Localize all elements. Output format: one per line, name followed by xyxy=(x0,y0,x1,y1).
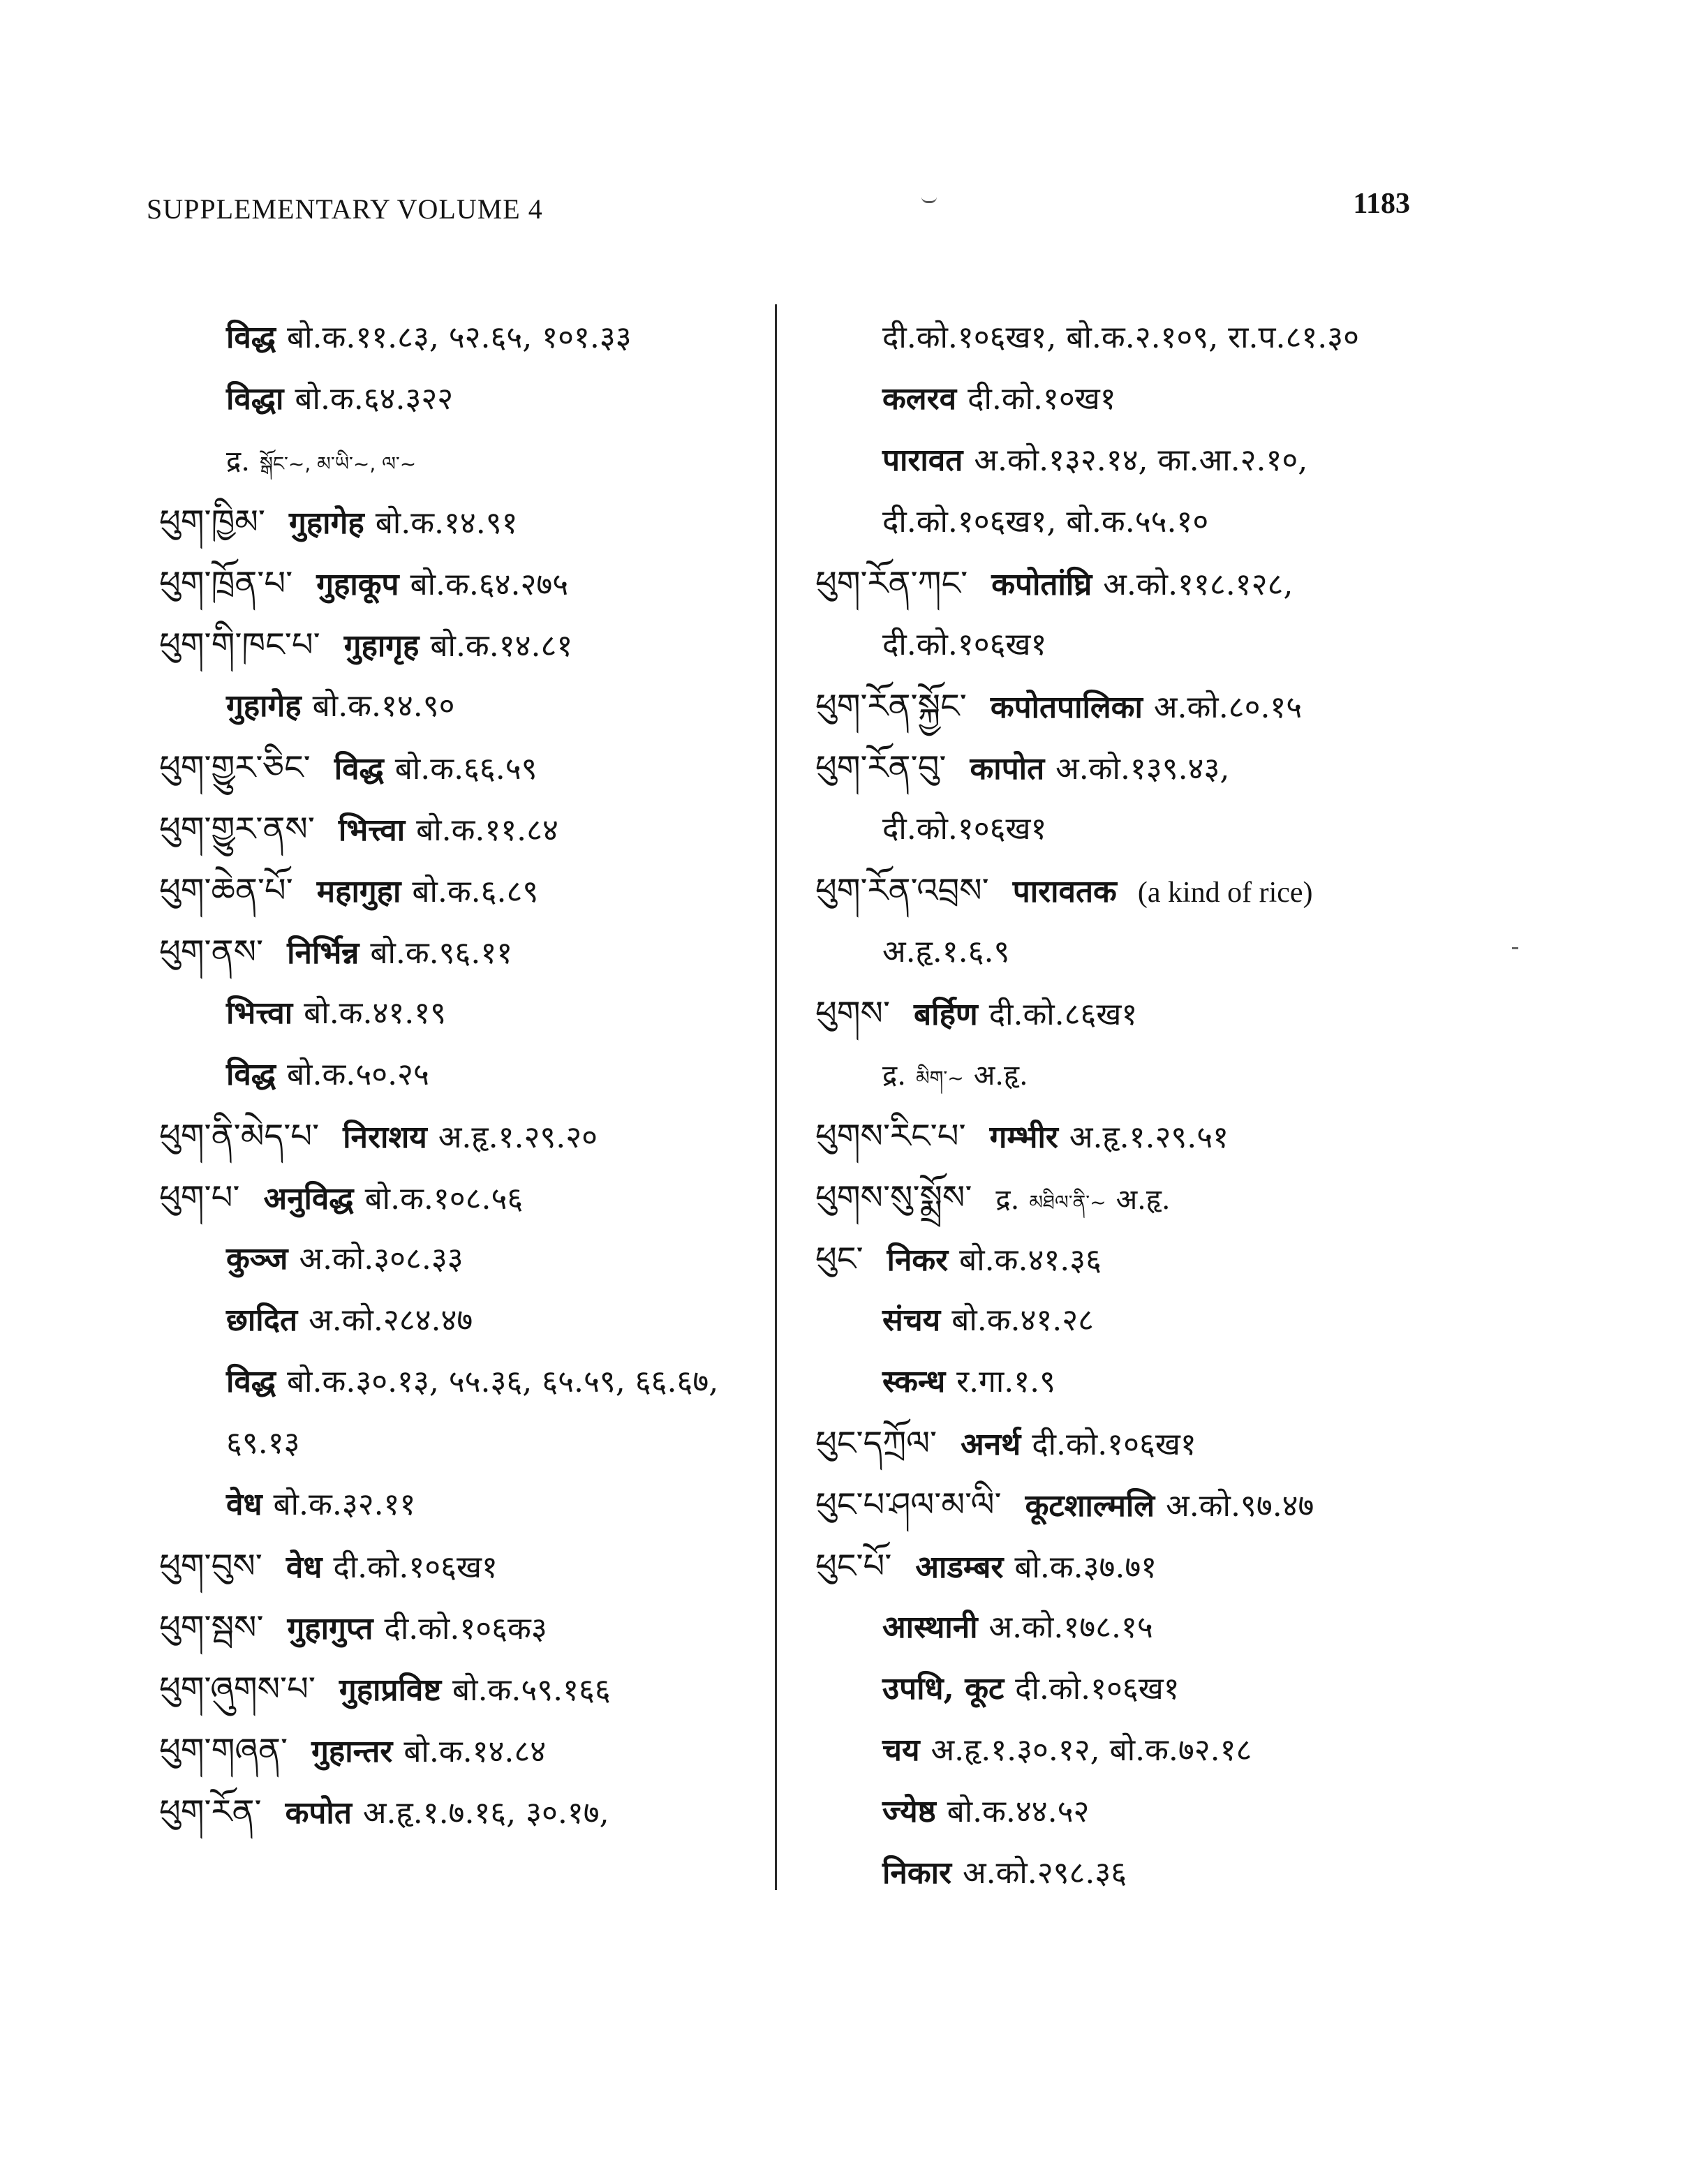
tibetan-headword: ཕུགས་རིང་པ་ xyxy=(815,1117,966,1156)
tibetan-headword: ཕུག་ནི་མེད་པ་ xyxy=(159,1117,320,1156)
source-reference: दी.को.१०६ख१, बो.क.२.१०९, रा.प.८१.३० xyxy=(882,320,1360,355)
entry-continuation xyxy=(815,1720,1416,1781)
entry-continuation xyxy=(815,1044,1416,1106)
sanskrit-equivalent: बर्हिण xyxy=(914,997,978,1032)
sanskrit-equivalent: कूटशाल्मलि xyxy=(1025,1488,1155,1524)
tibetan-headword: ཕུག་བུས་ xyxy=(159,1547,262,1586)
cross-reference-tibetan: མཐིལ་ནི་~ xyxy=(1029,1191,1106,1214)
entry-continuation xyxy=(159,430,759,491)
sanskrit-equivalent: आडम्बर xyxy=(915,1550,1004,1585)
tibetan-headword: ཕུག་རོན་འབྲས་ xyxy=(815,871,989,910)
tibetan-headword: ཕུང་ xyxy=(815,1240,863,1279)
entry-continuation xyxy=(159,1351,759,1413)
source-reference: बो.क.१४.९१ xyxy=(375,505,518,541)
source-reference: अ.हृ.१.३०.१२, बो.क.७२.१८ xyxy=(931,1732,1252,1768)
entry-continuation xyxy=(815,1597,1416,1658)
sanskrit-equivalent: कलरव xyxy=(882,381,957,417)
source-reference: अ.को.१३९.४३, xyxy=(1055,751,1230,787)
dictionary-entry xyxy=(159,921,759,983)
sanskrit-equivalent: स्कन्ध xyxy=(882,1364,946,1399)
dictionary-entry xyxy=(815,676,1416,737)
entry-continuation xyxy=(159,1290,759,1351)
source-reference: अ.हृ.१.२९.२० xyxy=(438,1120,598,1155)
dictionary-entry xyxy=(815,983,1416,1044)
source-reference: अ.हृ.१.२९.५१ xyxy=(1069,1120,1229,1155)
dictionary-entry xyxy=(159,1720,759,1781)
source-reference: अ.को.३०८.३३ xyxy=(299,1241,464,1277)
source-reference: दी.को.१०६क३ xyxy=(384,1611,547,1647)
sanskrit-equivalent: वेध xyxy=(226,1487,262,1522)
entry-continuation xyxy=(159,1044,759,1106)
running-head: SUPPLEMENTARY VOLUME 4 xyxy=(147,193,543,225)
source-reference: अ.को.११८.१२८, xyxy=(1103,567,1294,602)
sanskrit-equivalent: विद्धा xyxy=(226,381,284,417)
tibetan-headword: ཕུང་པ་ཤལ་མ་ལི་ xyxy=(815,1485,1002,1524)
source-reference: बो.क.४१.१९ xyxy=(304,995,446,1031)
entry-continuation xyxy=(815,491,1416,553)
left-column xyxy=(159,307,759,1843)
sanskrit-equivalent: पारावतक xyxy=(1012,874,1117,909)
dictionary-entry xyxy=(159,553,759,614)
sanskrit-equivalent: विद्ध xyxy=(334,751,384,787)
source-reference: दी.को.१०६ख१ xyxy=(1015,1671,1180,1707)
sanskrit-equivalent: विद्ध xyxy=(226,320,276,355)
sanskrit-equivalent: संचय xyxy=(882,1302,941,1338)
sanskrit-equivalent: कपोतपालिका xyxy=(990,690,1143,725)
cross-reference-prefix: द्र. xyxy=(226,445,250,477)
sanskrit-equivalent: निर्भिन्न xyxy=(287,935,360,971)
dictionary-entry xyxy=(159,614,759,676)
source-reference: दी.को.८६ख१ xyxy=(988,997,1138,1032)
tibetan-headword: ཕུང་དཀྲོལ་ xyxy=(815,1424,937,1463)
dictionary-entry xyxy=(815,860,1416,921)
source-reference: दी.को.१०६ख१, बो.क.५५.१० xyxy=(882,504,1209,540)
dictionary-entry xyxy=(815,1228,1416,1290)
entry-continuation xyxy=(815,430,1416,491)
sanskrit-equivalent: गुहागेह xyxy=(289,505,364,541)
sanskrit-equivalent: चय xyxy=(882,1732,920,1768)
sanskrit-equivalent: विद्ध xyxy=(226,1364,276,1399)
sanskrit-equivalent: निकार xyxy=(882,1855,951,1891)
cross-reference-prefix: द्र. xyxy=(995,1184,1020,1216)
sanskrit-equivalent: आस्थानी xyxy=(882,1610,978,1645)
sanskrit-equivalent: गुहाप्रविष्ट xyxy=(339,1672,442,1708)
sanskrit-equivalent: अनुविद्ध xyxy=(263,1181,354,1217)
dictionary-entry xyxy=(815,1474,1416,1536)
dictionary-entry xyxy=(159,1658,759,1720)
source-reference: बो.क.६४.३२२ xyxy=(295,381,454,417)
source-reference: अ.हृ.१.६.९ xyxy=(882,934,1010,970)
sanskrit-equivalent: गुहाकूप xyxy=(316,567,399,602)
tibetan-headword: ཕུག་ནས་ xyxy=(159,933,264,972)
scan-speck xyxy=(1512,947,1518,949)
dictionary-entry xyxy=(815,737,1416,798)
sanskrit-equivalent: वेध xyxy=(286,1550,323,1585)
entry-continuation xyxy=(159,307,759,369)
right-column xyxy=(815,307,1416,1904)
source-reference: दी.को.१०ख१ xyxy=(968,381,1116,417)
tibetan-headword: ཕུགས་ xyxy=(815,994,891,1033)
dictionary-entry xyxy=(815,1536,1416,1597)
source-reference: र.गा.१.९ xyxy=(956,1364,1056,1399)
sanskrit-equivalent: महागुहा xyxy=(316,874,401,909)
source-reference: दी.को.१०६ख१ xyxy=(882,811,1047,847)
entry-continuation xyxy=(815,921,1416,983)
source-reference: अ.को.९७.४७ xyxy=(1166,1488,1314,1524)
sanskrit-equivalent: कपोत xyxy=(285,1795,352,1831)
tibetan-headword: ཕུག་གྱུར་ཅིང་ xyxy=(159,748,311,787)
sanskrit-equivalent: अनर्थ xyxy=(961,1427,1021,1462)
tibetan-headword: ཕུག་ཆེན་པོ་ xyxy=(159,871,293,910)
dictionary-entry xyxy=(159,737,759,798)
tibetan-headword: ཕུག་ཁྱིམ་ xyxy=(159,503,266,542)
sanskrit-equivalent: निकर xyxy=(887,1242,949,1278)
dictionary-entry xyxy=(815,1106,1416,1167)
entry-continuation xyxy=(815,1351,1416,1413)
page-header xyxy=(147,187,1410,243)
dictionary-entry xyxy=(159,491,759,553)
entry-continuation xyxy=(159,1413,759,1474)
sanskrit-equivalent: गुहागृह xyxy=(343,628,420,664)
source-reference: बो.क.६४.२७५ xyxy=(410,567,569,602)
tibetan-headword: ཕུག་སྦས་ xyxy=(159,1608,264,1647)
cross-reference-tibetan: མིག་~ xyxy=(915,1067,964,1090)
source-reference: दी.को.१०६ख१ xyxy=(333,1550,498,1585)
source-reference: अ.को.२८४.४७ xyxy=(309,1302,473,1338)
sanskrit-equivalent: निराशय xyxy=(343,1120,427,1155)
entry-continuation xyxy=(815,1781,1416,1843)
entry-continuation xyxy=(815,1843,1416,1904)
tibetan-headword: ཕུག་པ་ xyxy=(159,1178,240,1217)
source-reference: बो.क.३७.७१ xyxy=(1014,1550,1157,1585)
source-reference: बो.क.६६.५९ xyxy=(394,751,538,787)
source-reference: बो.क.१४.९० xyxy=(312,688,455,724)
dictionary-entry xyxy=(159,1106,759,1167)
source-reference: बो.क.१४.८१ xyxy=(430,628,573,664)
tibetan-headword: ཕུགས་སུ་སྨྲོས་ xyxy=(815,1178,972,1217)
tibetan-headword: ཕུག་གི་ཁང་པ་ xyxy=(159,625,320,664)
dictionary-entry xyxy=(815,553,1416,614)
sanskrit-equivalent: भित्त्वा xyxy=(226,995,293,1031)
source-reference: ६९.१३ xyxy=(226,1425,300,1461)
sanskrit-equivalent: कापोत xyxy=(970,751,1045,787)
tibetan-headword: ཕུག་ཞུགས་པ་ xyxy=(159,1670,316,1709)
dictionary-entry xyxy=(159,1781,759,1843)
sanskrit-equivalent: भित्त्वा xyxy=(338,812,406,848)
tibetan-headword: ཕུང་པོ་ xyxy=(815,1547,892,1586)
source-reference: बो.क.४४.५२ xyxy=(947,1794,1090,1829)
entry-continuation xyxy=(159,983,759,1044)
tibetan-headword: ཕུག་རོན་ཀང་ xyxy=(815,564,968,603)
dictionary-entry xyxy=(815,1413,1416,1474)
source-reference: अ.को.८०.१५ xyxy=(1153,690,1303,725)
sanskrit-equivalent: गुहान्तर xyxy=(311,1734,393,1769)
source-reference: अ.को.१७८.१५ xyxy=(988,1610,1153,1645)
sanskrit-equivalent: छादित xyxy=(226,1302,298,1338)
cross-reference-prefix: द्र. xyxy=(882,1060,906,1092)
tibetan-headword: ཕུག་ཁྲོན་པ་ xyxy=(159,564,293,603)
entry-continuation xyxy=(815,1290,1416,1351)
entry-continuation xyxy=(159,369,759,430)
source-reference: अ.को.१३२.१४, का.आ.२.१०, xyxy=(974,443,1308,478)
sanskrit-equivalent: गुहागुप्त xyxy=(287,1611,373,1647)
cross-reference-tibetan: སྒོང་~, མ་ཡི་~, ལ་~ xyxy=(259,452,417,475)
entry-continuation xyxy=(159,676,759,737)
entry-continuation xyxy=(159,1474,759,1536)
source-reference: बो.क.११.८३, ५२.६५, १०१.३३ xyxy=(287,320,632,355)
sanskrit-equivalent: कपोतांघ्रि xyxy=(991,567,1092,602)
sanskrit-equivalent: गुहागेह xyxy=(226,688,302,724)
tibetan-headword: ཕུག་གཞན་ xyxy=(159,1731,288,1770)
dictionary-entry xyxy=(159,860,759,921)
source-reference: बो.क.३२.११ xyxy=(273,1487,416,1522)
tibetan-headword: ཕུག་གྱུར་ནས་ xyxy=(159,810,315,849)
source-reference: बो.क.९६.११ xyxy=(370,935,513,971)
sanskrit-equivalent: उपधि, कूट xyxy=(882,1671,1005,1707)
source-reference: बो.क.११.८४ xyxy=(416,812,558,848)
column-divider xyxy=(775,304,777,1890)
source-reference: दी.को.१०६ख१ xyxy=(1032,1427,1196,1462)
dictionary-entry xyxy=(159,1536,759,1597)
dictionary-entry xyxy=(159,1597,759,1658)
dictionary-entry xyxy=(815,1167,1416,1228)
cross-reference-source: अ.हृ. xyxy=(973,1060,1028,1092)
source-reference: बो.क.१४.८४ xyxy=(403,1734,547,1769)
entry-continuation xyxy=(815,369,1416,430)
cross-reference-source: अ.हृ. xyxy=(1115,1184,1171,1216)
sanskrit-equivalent: पारावत xyxy=(882,443,963,478)
sanskrit-equivalent: विद्ध xyxy=(226,1057,276,1092)
english-gloss: (a kind of rice) xyxy=(1137,877,1313,909)
tibetan-headword: ཕུག་རོན་བུ་ xyxy=(815,748,947,787)
page-number: 1183 xyxy=(1353,188,1410,220)
entry-continuation xyxy=(815,307,1416,369)
sanskrit-equivalent: कुञ्ज xyxy=(226,1241,288,1277)
source-reference: बो.क.५०.२५ xyxy=(287,1057,429,1092)
source-reference: अ.को.२९८.३६ xyxy=(963,1855,1127,1891)
source-reference: बो.क.६.८९ xyxy=(412,874,539,909)
entry-continuation xyxy=(815,614,1416,676)
source-reference: बो.क.४१.२८ xyxy=(951,1302,1095,1338)
sanskrit-equivalent: गम्भीर xyxy=(989,1120,1058,1155)
dictionary-entry xyxy=(159,798,759,860)
entry-continuation xyxy=(159,1228,759,1290)
entry-continuation xyxy=(815,1658,1416,1720)
sanskrit-equivalent: ज्येष्ठ xyxy=(882,1794,936,1829)
source-reference: अ.हृ.१.७.१६, ३०.१७, xyxy=(362,1795,609,1831)
tibetan-headword: ཕུག་རོན་སྐྱོང་ xyxy=(815,687,967,726)
source-reference: बो.क.१०८.५६ xyxy=(364,1181,524,1217)
source-reference: बो.क.३०.१३, ५५.३६, ६५.५९, ६६.६७, xyxy=(287,1364,719,1399)
source-reference: दी.को.१०६ख१ xyxy=(882,627,1047,662)
entry-continuation xyxy=(815,798,1416,860)
source-reference: बो.क.४१.३६ xyxy=(959,1242,1102,1278)
source-reference: बो.क.५९.१६६ xyxy=(452,1672,611,1708)
dictionary-entry xyxy=(159,1167,759,1228)
tibetan-headword: ཕུག་རོན་ xyxy=(159,1792,262,1832)
